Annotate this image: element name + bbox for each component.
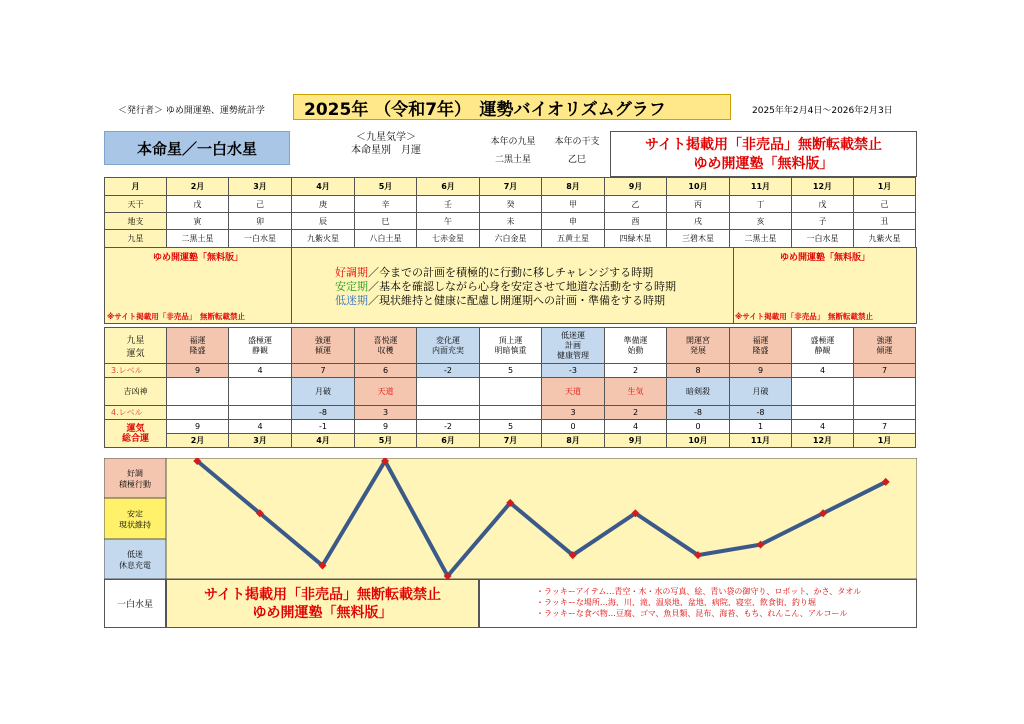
chishi-cell-5: 午	[417, 213, 480, 230]
level3-cell-9: 8	[667, 364, 730, 378]
months-cell-10: 11月	[730, 178, 792, 196]
month-bottom-cell-2: 3月	[229, 434, 292, 448]
kikkyo-cell-1	[167, 378, 229, 406]
year-kanshi-block	[548, 133, 606, 169]
tenkan-cell-8: 乙	[605, 196, 667, 213]
row-label-unki: 九星 運気	[105, 328, 167, 364]
chishi-cell-11: 子	[792, 213, 854, 230]
row-label-level4: 4.レベル	[105, 406, 167, 420]
total-row	[105, 420, 916, 434]
tenkan-cell-12: 己	[854, 196, 916, 213]
unki-cell-5: 変化運 内面充実	[417, 328, 480, 364]
months-cell-12: 1月	[854, 178, 916, 196]
level4-cell-10: -8	[730, 406, 792, 420]
unki-cell-12: 強運 傾運	[854, 328, 916, 364]
legend-low-term: 低迷期	[335, 294, 368, 307]
level3-cell-12: 7	[854, 364, 916, 378]
chishi-cell-10: 亥	[730, 213, 792, 230]
unki-cell-11: 盛極運 静観	[792, 328, 854, 364]
chishi-cell-7: 申	[542, 213, 605, 230]
kyusei-cell-7: 五黄土星	[542, 230, 605, 248]
level4-cell-3: -8	[292, 406, 355, 420]
legend-stable-text: ／基本を確認しながら心身を安定させて地道な活動をする時期	[368, 280, 676, 293]
band-label-low: 低迷休息充電	[119, 550, 151, 570]
kyusei-row	[105, 230, 916, 248]
total-cell-9: 0	[667, 420, 730, 434]
kikkyo-cell-10: 月破	[730, 378, 792, 406]
tenkan-row	[105, 196, 916, 213]
legend-stable	[335, 280, 676, 294]
total-cell-12: 7	[854, 420, 916, 434]
lucky-foods: ・ラッキーな食べ物…豆腐、ゴマ、魚貝類、昆布、海苔、もち、れんこん、アルコール	[536, 609, 848, 618]
side-title-right: ゆめ開運塾「無料版」	[779, 253, 870, 263]
kikkyo-cell-5	[417, 378, 480, 406]
month-bottom-cell-10: 11月	[730, 434, 792, 448]
chishi-row	[105, 213, 916, 230]
band-label-good: 好調積極行動	[119, 469, 151, 489]
months-cell-5: 6月	[417, 178, 480, 196]
total-cell-5: -2	[417, 420, 480, 434]
total-cell-3: -1	[292, 420, 355, 434]
total-cell-6: 5	[480, 420, 542, 434]
kyusei-cell-5: 七赤金星	[417, 230, 480, 248]
kyusei-cell-12: 九紫火星	[854, 230, 916, 248]
level4-row	[105, 406, 916, 420]
unki-cell-1: 福運 隆盛	[167, 328, 229, 364]
chishi-cell-1: 寅	[167, 213, 229, 230]
row-label-chishi: 地支	[105, 213, 167, 230]
kyusei-cell-4: 八白土星	[355, 230, 417, 248]
unki-cell-9: 開運宮 発展	[667, 328, 730, 364]
level4-cell-2	[229, 406, 292, 420]
kyusei-title: ＜九星気学＞	[356, 132, 416, 143]
level3-cell-6: 5	[480, 364, 542, 378]
total-cell-7: 0	[542, 420, 605, 434]
unki-cell-7: 低迷運 計画 健康管理	[542, 328, 605, 364]
row-label-kyusei: 九星	[105, 230, 167, 248]
band-good	[104, 458, 166, 498]
total-cell-1: 9	[167, 420, 229, 434]
legend-good-term: 好調期	[335, 266, 368, 279]
month-bottom-cell-6: 7月	[480, 434, 542, 448]
row-label-tenkan: 天干	[105, 196, 167, 213]
legend-low	[335, 294, 676, 308]
level3-cell-4: 6	[355, 364, 417, 378]
level4-cell-1	[167, 406, 229, 420]
lucky-places: ・ラッキーな場所…海、川、滝、温泉地、盆地、病院、寝室、飲食街、釣り堀	[536, 598, 816, 607]
level4-cell-6	[480, 406, 542, 420]
year-kanshi-label: 本年の干支	[554, 137, 600, 147]
year-kanshi-value: 乙巳	[567, 155, 586, 165]
kyusei-heading	[296, 131, 476, 157]
level3-cell-1: 9	[167, 364, 229, 378]
kikkyo-cell-6	[480, 378, 542, 406]
kyusei-cell-8: 四緑木星	[605, 230, 667, 248]
months-cell-6: 7月	[480, 178, 542, 196]
level3-cell-8: 2	[605, 364, 667, 378]
tenkan-cell-3: 庚	[292, 196, 355, 213]
unki-cell-2: 盛極運 静観	[229, 328, 292, 364]
lucky-info	[479, 579, 917, 628]
kikkyo-row	[105, 378, 916, 406]
tenkan-cell-4: 辛	[355, 196, 417, 213]
row-label-level3: 3.レベル	[105, 364, 167, 378]
legend-good	[335, 266, 676, 280]
month-bottom-cell-3: 4月	[292, 434, 355, 448]
unki-cell-8: 準備運 始動	[605, 328, 667, 364]
level3-cell-11: 4	[792, 364, 854, 378]
unki-cell-3: 強運 傾運	[292, 328, 355, 364]
biorhythm-chart	[104, 458, 917, 579]
total-cell-11: 4	[792, 420, 854, 434]
kyusei-cell-2: 一白水星	[229, 230, 292, 248]
chishi-cell-4: 巳	[355, 213, 417, 230]
footer-banner-line1: サイト掲載用「非売品」無断転載禁止	[203, 587, 442, 603]
chishi-cell-12: 丑	[854, 213, 916, 230]
chishi-cell-8: 酉	[605, 213, 667, 230]
tenkan-cell-6: 癸	[480, 196, 542, 213]
copyright-banner	[610, 131, 917, 177]
year-star-label: 本年の九星	[490, 137, 536, 147]
kikkyo-cell-9: 暗剣殺	[667, 378, 730, 406]
row-label-kikkyo: 吉凶神	[105, 378, 167, 406]
month-bottom-cell-11: 12月	[792, 434, 854, 448]
kikkyo-cell-7: 天道	[542, 378, 605, 406]
level3-cell-2: 4	[229, 364, 292, 378]
tenkan-cell-7: 甲	[542, 196, 605, 213]
months-cell-8: 9月	[605, 178, 667, 196]
months-cell-7: 8月	[542, 178, 605, 196]
kikkyo-cell-2	[229, 378, 292, 406]
kikkyo-cell-4: 天道	[355, 378, 417, 406]
level4-cell-5	[417, 406, 480, 420]
months-cell-3: 4月	[292, 178, 355, 196]
side-note-left: ※サイト掲載用「非売品」 無断転載禁止	[107, 312, 246, 321]
chishi-cell-9: 戌	[667, 213, 730, 230]
tenkan-cell-1: 戊	[167, 196, 229, 213]
tenkan-cell-9: 丙	[667, 196, 730, 213]
legend-good-text: ／今までの計画を積極的に行動に移しチャレンジする時期	[368, 266, 654, 279]
main-star-box: 本命星／一白水星	[104, 131, 290, 165]
months-cell-9: 10月	[667, 178, 730, 196]
page-title: 2025年 （令和7年） 運勢バイオリズムグラフ	[293, 94, 731, 120]
level3-row	[105, 364, 916, 378]
month-row-bottom	[105, 434, 916, 448]
chishi-cell-2: 卯	[229, 213, 292, 230]
total-cell-10: 1	[730, 420, 792, 434]
row-label-total: 運気 総合運	[105, 420, 167, 448]
level3-cell-5: -2	[417, 364, 480, 378]
months-cell-1: 2月	[167, 178, 229, 196]
band-low	[104, 539, 166, 579]
kikkyo-cell-11	[792, 378, 854, 406]
tenkan-cell-2: 己	[229, 196, 292, 213]
publisher-note: ＜発行者＞ ゆめ開運塾、運勢統計学	[118, 106, 265, 116]
month-bottom-cell-1: 2月	[167, 434, 229, 448]
months-cell-2: 3月	[229, 178, 292, 196]
month-bottom-cell-5: 6月	[417, 434, 480, 448]
total-cell-4: 9	[355, 420, 417, 434]
lucky-items: ・ラッキーアイテム…青空・木・水の写真、絵、青い袋の御守り、ロボット、かさ、タオル	[536, 587, 862, 596]
band-stable	[104, 498, 166, 539]
period-legend-box	[104, 247, 917, 324]
kyusei-cell-11: 一白水星	[792, 230, 854, 248]
kyusei-cell-1: 二黒土星	[167, 230, 229, 248]
period-legend	[335, 266, 676, 308]
kikkyo-cell-3: 月破	[292, 378, 355, 406]
level3-cell-7: -3	[542, 364, 605, 378]
footer-banner	[166, 579, 479, 628]
kyusei-cell-6: 六白金星	[480, 230, 542, 248]
year-star-value: 二黒土星	[494, 155, 531, 165]
side-note-right: ※サイト掲載用「非売品」 無断転載禁止	[735, 312, 874, 321]
unki-cell-6: 頂上運 明暗慎重	[480, 328, 542, 364]
band-label-stable: 安定現状維持	[119, 509, 151, 530]
chishi-cell-3: 辰	[292, 213, 355, 230]
chishi-cell-6: 未	[480, 213, 542, 230]
level4-cell-11	[792, 406, 854, 420]
banner-line2: ゆめ開運塾「無料版」	[693, 156, 834, 172]
monthly-table-top	[104, 177, 916, 248]
chart-background	[104, 458, 917, 579]
kyusei-cell-10: 二黒土星	[730, 230, 792, 248]
kikkyo-cell-12	[854, 378, 916, 406]
level4-cell-4: 3	[355, 406, 417, 420]
months-cell-11: 12月	[792, 178, 854, 196]
legend-stable-term: 安定期	[335, 280, 368, 293]
unki-cell-10: 福運 隆盛	[730, 328, 792, 364]
tenkan-cell-11: 戊	[792, 196, 854, 213]
tenkan-cell-5: 壬	[417, 196, 480, 213]
unki-cell-4: 喜悦運 収穫	[355, 328, 417, 364]
footer-banner-line2: ゆめ開運塾「無料版」	[252, 605, 393, 621]
kikkyo-cell-8: 生気	[605, 378, 667, 406]
level4-cell-9: -8	[667, 406, 730, 420]
level4-cell-12	[854, 406, 916, 420]
legend-low-text: ／現状維持と健康に配慮し開運期への計画・準備をする時期	[368, 294, 665, 307]
unki-row	[105, 328, 916, 364]
kyusei-cell-9: 三碧木星	[667, 230, 730, 248]
month-bottom-cell-9: 10月	[667, 434, 730, 448]
level4-cell-7: 3	[542, 406, 605, 420]
month-bottom-cell-8: 9月	[605, 434, 667, 448]
side-title-left: ゆめ開運塾「無料版」	[152, 253, 243, 263]
row-label-month: 月	[105, 178, 167, 196]
total-cell-8: 4	[605, 420, 667, 434]
months-cell-4: 5月	[355, 178, 417, 196]
year-star-block	[484, 133, 542, 169]
month-bottom-cell-7: 8月	[542, 434, 605, 448]
level3-cell-3: 7	[292, 364, 355, 378]
total-cell-2: 4	[229, 420, 292, 434]
month-row	[105, 178, 916, 196]
kyusei-cell-3: 九紫火星	[292, 230, 355, 248]
tenkan-cell-10: 丁	[730, 196, 792, 213]
level3-cell-10: 9	[730, 364, 792, 378]
kyusei-subtitle: 本命星別 月運	[351, 145, 421, 156]
footer-star-label: 一白水星	[104, 579, 166, 628]
monthly-table-bottom	[104, 327, 916, 448]
month-bottom-cell-4: 5月	[355, 434, 417, 448]
period-label: 2025年年2月4日～2026年2月3日	[752, 106, 893, 116]
banner-line1: サイト掲載用「非売品」無断転載禁止	[644, 137, 883, 153]
level4-cell-8: 2	[605, 406, 667, 420]
month-bottom-cell-12: 1月	[854, 434, 916, 448]
biorhythm-chart-svg	[104, 458, 917, 579]
